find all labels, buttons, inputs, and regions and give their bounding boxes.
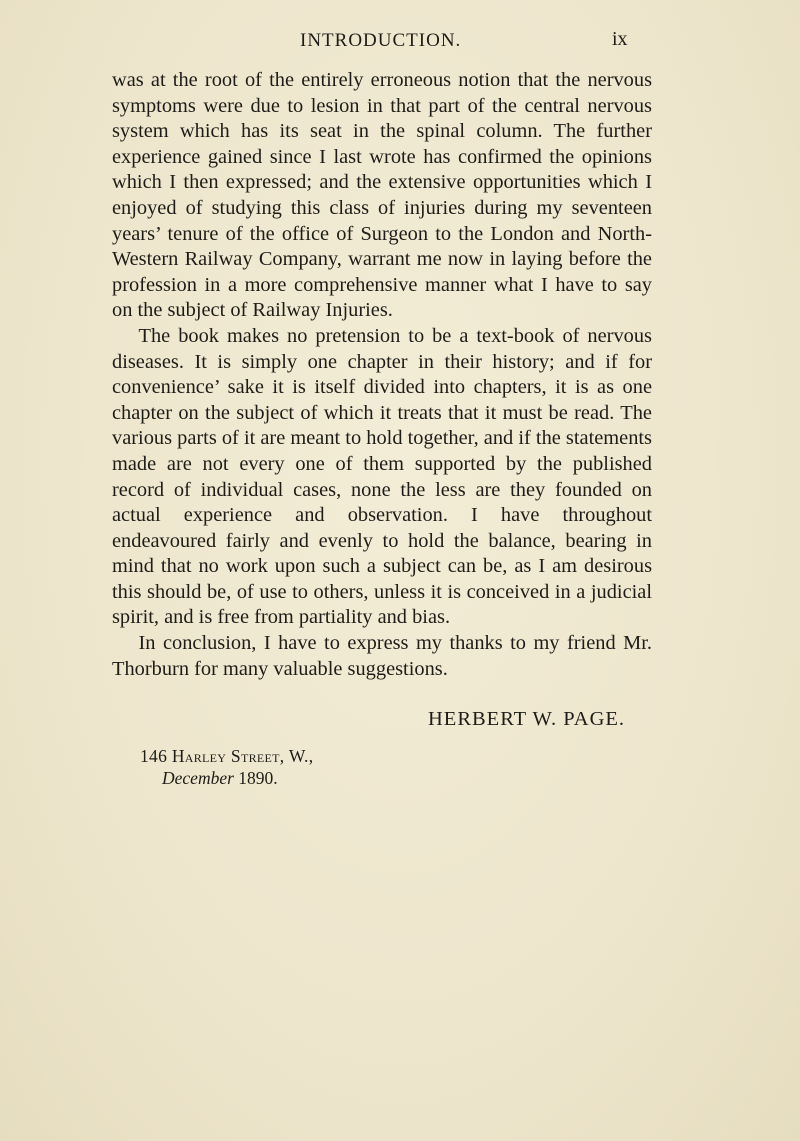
body-text xyxy=(112,68,652,682)
running-head xyxy=(0,30,800,56)
address-month: December xyxy=(162,768,234,788)
address-year: 1890. xyxy=(238,768,278,788)
page-number: ix xyxy=(612,28,628,50)
address-date xyxy=(140,767,313,789)
address-street: 146 Harley Street, W., xyxy=(140,746,314,766)
running-title: INTRODUCTION. xyxy=(300,30,462,51)
address-block xyxy=(140,745,313,789)
paragraph-2: The book makes no pretension to be a text-book of nervous diseases. It is simply one chapter in their history; and if for convenience’ sake it is itself divided into chapters, it is as one chapter on the subject of which it treats that it must be read. The various parts of it are meant to hold together, and if the statements made are not every one of them supported by the published record of individual cases, none the less are they founded on actual experience and observation. I have throughout endeavoured fairly and evenly to hold the balance, bearing in mind that no work upon such a subject can be, as I am desirous this should be, of use to others, unless it is conceived in a judicial spirit, and is free from partiality and bias. xyxy=(112,324,652,629)
paragraph-1: was at the root of the entirely erroneous notion that the nervous symptoms were due to lesion in that part of the central nervous system which has its seat in the spinal column. The further experience gained since I last wrote has confirmed the opinions which I then expressed; and the extensive opportunities which I enjoyed of studying this class of injuries during my seventeen years’ tenure of the office of Surgeon to the London and North-Western Railway Company, warrant me now in laying before the profession in a more comprehensive manner what I have to say on the subject of Railway Injuries. xyxy=(112,69,652,322)
author-signature: HERBERT W. PAGE. xyxy=(428,708,626,730)
paragraph-3: In conclusion, I have to express my thanks to my friend Mr. Thorburn for many valuable suggestions. xyxy=(112,632,652,680)
